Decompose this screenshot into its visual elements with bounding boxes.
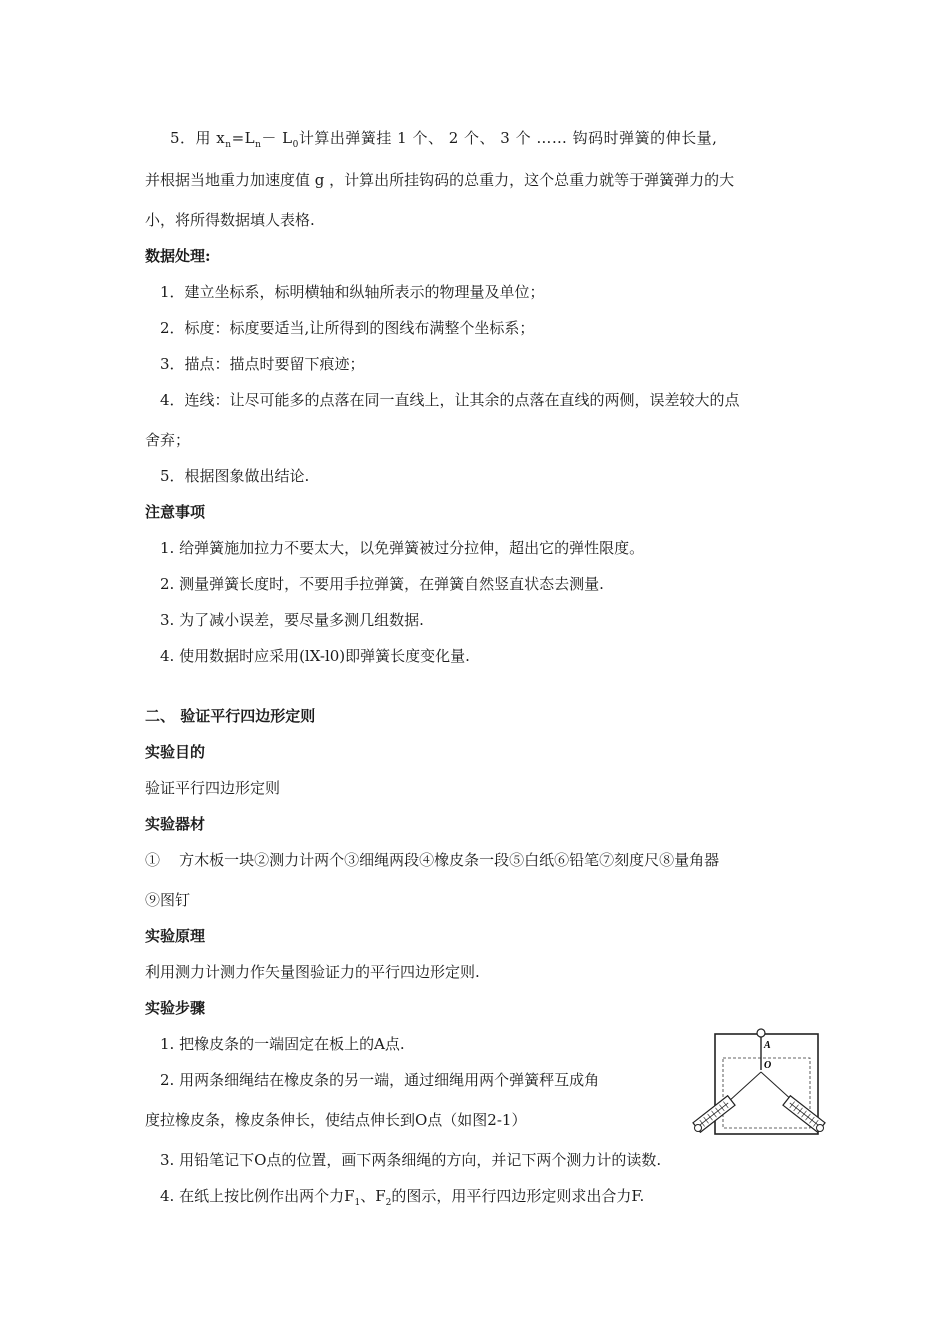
label-a: A <box>764 1040 771 1051</box>
subscript-n: n <box>225 140 232 150</box>
data-processing-item: 2．标度：标度要适当,让所得到的图线布满整个坐标系； <box>160 319 535 337</box>
notes-heading: 注意事项 <box>145 503 206 521</box>
step5-line3: 小，将所得数据填人表格. <box>145 211 315 229</box>
step4-text-c: 的图示，用平行四边形定则求出合力F. <box>391 1187 645 1205</box>
data-processing-item: 舍弃； <box>145 431 191 449</box>
subscript-0: 0 <box>292 140 299 150</box>
note-item: 1. 给弹簧施加拉力不要太大，以免弹簧被过分拉伸，超出它的弹性限度。 <box>160 539 645 557</box>
data-processing-item: 1．建立坐标系，标明横轴和纵轴所表示的物理量及单位； <box>160 283 545 301</box>
right-handle-ring <box>817 1125 824 1132</box>
step-1: 1. 把橡皮条的一端固定在板上的A点. <box>160 1035 405 1053</box>
step4-text-b: 、F <box>360 1187 386 1205</box>
pin-circle <box>757 1029 765 1037</box>
step-3: 3. 用铅笔记下O点的位置，画下两条细绳的方向，并记下两个测力计的读数. <box>160 1151 662 1169</box>
subscript-2: 2 <box>385 1198 392 1208</box>
step-2b: 度拉橡皮条，橡皮条伸长，使结点伸长到O点（如图2-1） <box>145 1111 527 1129</box>
step5-line1 <box>170 128 717 155</box>
data-processing-heading: 数据处理: <box>145 247 211 265</box>
data-processing-item: 3．描点：描点时要留下痕迹； <box>160 355 365 373</box>
steps-heading: 实验步骤 <box>145 999 206 1017</box>
step5-text-d: 计算出弹簧挂 1 个、 2 个、 3 个 …… 钩码时弹簧的伸长量, <box>298 129 718 147</box>
step5-text-c: － L <box>261 129 293 147</box>
data-processing-item: 4．连线：让尽可能多的点落在同一直线上，让其余的点落在直线的两侧，误差较大的点 <box>160 391 740 409</box>
note-item: 4. 使用数据时应采用(lX-l0)即弹簧长度变化量. <box>160 647 470 665</box>
equipment-line2: ⑨图钉 <box>145 891 191 909</box>
left-handle-ring <box>695 1125 702 1132</box>
note-item: 2. 测量弹簧长度时，不要用手拉弹簧，在弹簧自然竖直状态去测量. <box>160 575 604 593</box>
data-processing-item: 5．根据图象做出结论. <box>160 467 310 485</box>
label-o: O <box>764 1060 772 1071</box>
equipment-heading: 实验器材 <box>145 815 206 833</box>
subscript-n2: n <box>255 140 262 150</box>
principle-heading: 实验原理 <box>145 927 206 945</box>
step4-text-a: 4. 在纸上按比例作出两个力F <box>160 1187 355 1205</box>
string-left <box>728 1072 761 1102</box>
step-4 <box>160 1186 644 1213</box>
section2-title: 二、 验证平行四边形定则 <box>145 707 316 725</box>
subscript-1: 1 <box>354 1198 361 1208</box>
principle-text: 利用测力计测力作矢量图验证力的平行四边形定则. <box>145 963 480 981</box>
purpose-heading: 实验目的 <box>145 743 206 761</box>
experiment-figure <box>690 1028 828 1140</box>
note-item: 3. 为了减小误差，要尽量多测几组数据. <box>160 611 424 629</box>
purpose-text: 验证平行四边形定则 <box>145 779 281 797</box>
step5-text-a: 5．用 x <box>170 129 226 147</box>
step-2a: 2. 用两条细绳结在橡皮条的另一端，通过细绳用两个弹簧秤互成角 <box>160 1071 600 1089</box>
step5-line2: 并根据当地重力加速度值 g ，计算出所挂钩码的总重力，这个总重力就等于弹簧弹力的大 <box>145 171 735 189</box>
step5-text-b: =L <box>231 129 256 147</box>
equipment-line1: ① 方木板一块②测力计两个③细绳两段④橡皮条一段⑤白纸⑥铅笔⑦刻度尺⑧量角器 <box>145 851 720 869</box>
